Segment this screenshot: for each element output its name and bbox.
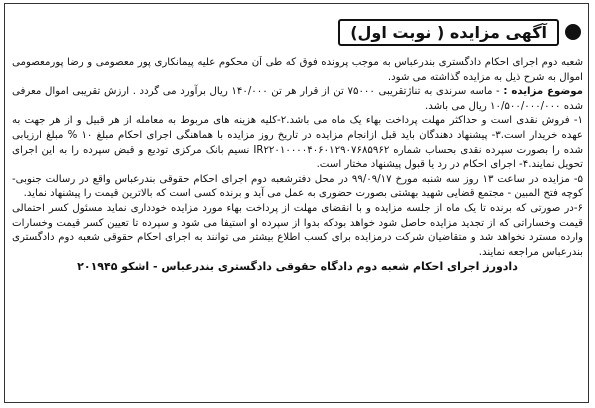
notice-clause-1-4: ۱- فروش نقدی است و حداکثر مهلت پرداخت بهاء یک ماه می باشد.۲-کلیه هزینه های مربوط به معامله از هر قبیل و از هر جهت به عهده خریدار است.۳- پیشنهاد دهندگان باید قبل ازانجام مزایده در تاریخ روز مزایده با هماهنگی اجرای احکام مبلغ ۱۰ % مبلغ ارزیابی شده را بصورت سپرده نقدی بحساب شماره IR۲۲۰۱۰۰۰۰۴۰۶۰۱۲۹۰۷۶۸۵۹۶۲ نسیم بانک مرکزی تودیع و قبض سپرده را به این اجرای تحویل نمایند.۴- اجرای احکام در رد یا قبول پیشنهاد مختار است.: [12, 115, 583, 171]
notice-title: آگهی مزایده ( نوبت اول): [338, 19, 559, 46]
notice-signature: دادورز اجرای احکام شعبه دوم دادگاه حقوقی دادگستری بندرعباس - اشکو ۲۰۱۹۴۵: [77, 260, 518, 274]
notice-clause-6: ۶-در صورتی که برنده تا یک ماه از جلسه مزایده و با انقضای مهلت از پرداخت بهاء مورد مزایده خودداری نماید مسئول کسر احتمالی قیمت وخساراتی که از تجدید مزایده حاصل شود خواهد بودکه بدوا از سپرده او استیفا می شود و سپرده تا تعیین کسر قیمت وخسارات وارده مسترد نخواهد شد و متقاضیان شرکت درمزایده برای کسب اطلاع بیشتر می توانند به اجرای احکام حقوقی شعبه دوم دادگستری بندرعباس مراجعه نمایند.: [12, 202, 583, 258]
notice-subject: [12, 85, 583, 114]
bullet-marker-icon: [565, 24, 581, 40]
subject-label: موضوع مزایده :: [503, 86, 583, 98]
notice-header: [338, 14, 581, 50]
notice-intro: شعبه دوم اجرای احکام دادگستری بندرعباس به موجب پرونده فوق که طی آن محکوم علیه پیمانکاری پور معصومی و رضا پورمعصومی اموال به شرح ذیل به مزایده گذاشته می شود.: [12, 57, 583, 83]
notice-clause-5: ۵- مزایده در ساعت ۱۳ روز سه شنبه مورخ ۹۹/۰۹/۱۷ در محل دفترشعبه دوم اجرای احکام حقوقی بندرعباس واقع در رسالت جنوبی- کوچه فتح المبین - مجتمع قضایی شهید بهشتی بصورت حضوری به عمل می آید و برنده کسی است که بالاترین قیمت را پیشنهاد نماید.: [12, 173, 583, 200]
notice-body: [12, 56, 583, 400]
subject-text: - ماسه سرندی به تناژتقریبی ۷۵۰۰۰ تن از قرار هر تن ۱۴۰/۰۰۰ ریال برآورد می گردد . ارزش تقریبی اموال معرفی شده ۱۰/۵۰۰/۰۰۰/۰۰۰ ریال می باشد.: [12, 86, 583, 112]
